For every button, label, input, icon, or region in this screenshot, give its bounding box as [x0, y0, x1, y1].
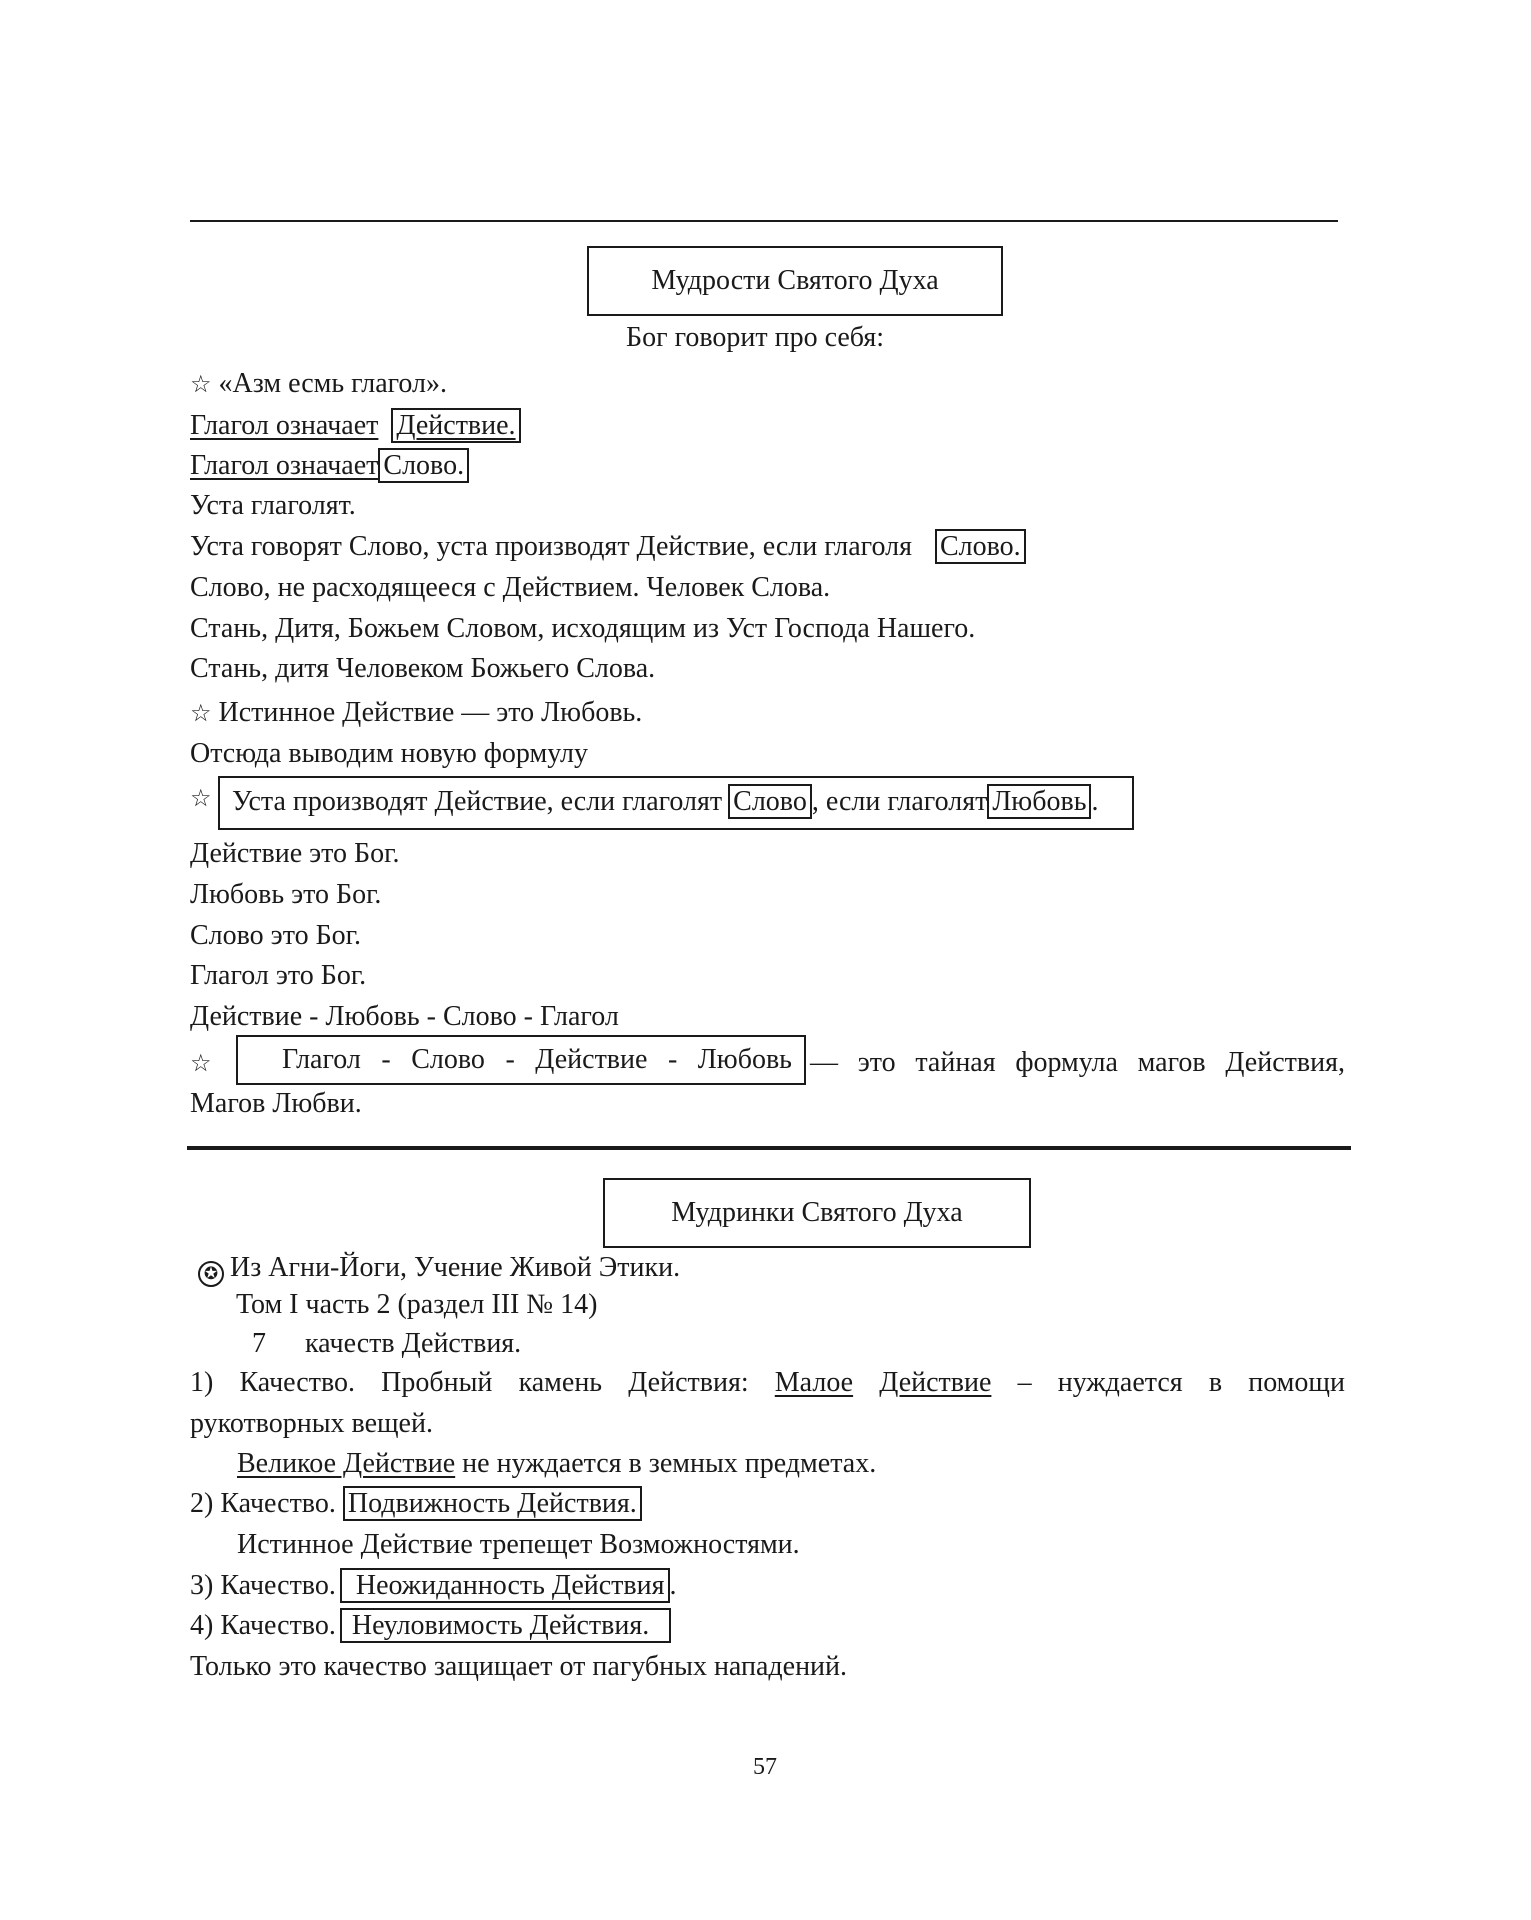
word: нуждается	[1057, 1367, 1183, 1398]
line-8: Стань, дитя Человеком Божьего Слова.	[190, 653, 656, 684]
section-title-box	[603, 1178, 1031, 1248]
word: Действия:	[628, 1367, 749, 1398]
formula-word: Любовь	[697, 1044, 792, 1075]
underlined-text: Глагол означает	[190, 410, 379, 441]
formula-sep: -	[505, 1044, 515, 1075]
word: Действия,	[1225, 1047, 1345, 1078]
line-text: Истинное Действие — это Любовь.	[218, 697, 643, 728]
subtitle: Бог говорит про себя:	[626, 322, 884, 353]
line-q1b: рукотворных вещей.	[190, 1408, 433, 1439]
section-title: Мудрости Святого Духа	[651, 265, 939, 296]
line-2	[190, 409, 521, 443]
line-magi: Магов Любви.	[190, 1088, 362, 1119]
boxed-phrase: Неожиданность Действия	[340, 1568, 670, 1603]
star-icon: ☆	[190, 699, 212, 727]
line-q2c: Истинное Действие трепещет Возможностями.	[237, 1529, 800, 1560]
line-q5: Только это качество защищает от пагубных нападений.	[190, 1651, 848, 1682]
section-title-box	[587, 246, 1003, 316]
formula-text: , если глаголят	[811, 786, 988, 817]
formula-word: Глагол	[282, 1044, 361, 1075]
page-number: 57	[753, 1754, 777, 1780]
boxed-word: Слово.	[935, 529, 1026, 564]
line-5	[190, 530, 1026, 564]
star-icon: ☆	[190, 370, 212, 398]
underlined-word: Малое	[774, 1367, 854, 1398]
formula-word: Слово	[411, 1044, 485, 1075]
line-text: 2) Качество.	[190, 1488, 336, 1519]
line-q1c	[237, 1447, 876, 1481]
line-d4: Глагол это Бог.	[190, 960, 367, 991]
underlined-word: Действие	[879, 1367, 992, 1398]
word: камень	[518, 1367, 603, 1398]
word: магов	[1137, 1047, 1206, 1078]
word: помощи	[1248, 1367, 1345, 1398]
section-divider	[187, 1146, 1351, 1150]
line-1	[190, 367, 447, 401]
quality-2	[190, 1487, 642, 1521]
line-d1: Действие это Бог.	[190, 838, 400, 869]
line-text: Из Агни-Йоги, Учение Живой Этики.	[230, 1252, 681, 1283]
formula-sep: -	[667, 1044, 678, 1075]
boxed-word: Любовь	[987, 784, 1091, 819]
word: в	[1208, 1367, 1223, 1398]
line-d5: Действие - Любовь - Слово - Глагол	[190, 1001, 619, 1032]
word: формула	[1015, 1047, 1118, 1078]
line-text: качеств Действия.	[305, 1328, 522, 1359]
count: 7	[252, 1328, 266, 1359]
boxed-word: Слово	[728, 784, 812, 819]
line-6: Слово, не расходящееся с Действием. Человек Слова.	[190, 572, 831, 603]
secret-formula-box	[236, 1035, 806, 1085]
formula-end: .	[1091, 786, 1099, 817]
boxed-word: Слово.	[378, 448, 469, 483]
line-a3	[252, 1327, 521, 1361]
line-4: Уста глаголят.	[190, 490, 356, 521]
formula-box	[218, 776, 1134, 830]
quality-1	[190, 1366, 1345, 1400]
line-d2: Любовь это Бог.	[190, 879, 382, 910]
line-text: 3) Качество.	[190, 1570, 336, 1601]
line-9	[190, 696, 642, 730]
formula-tail	[810, 1046, 1345, 1080]
line-text: «Азм есмь глагол».	[218, 368, 448, 399]
section-title: Мудринки Святого Духа	[671, 1197, 963, 1228]
line-d3: Слово это Бог.	[190, 920, 361, 951]
underlined-text: Глагол означает	[190, 450, 379, 481]
boxed-phrase: Подвижность Действия.	[343, 1486, 642, 1521]
line-end: .	[669, 1570, 677, 1601]
line-10: Отсюда выводим новую формулу	[190, 738, 588, 769]
formula-word: Действие	[535, 1044, 648, 1075]
dash: –	[1017, 1367, 1032, 1398]
line-text: 4) Качество.	[190, 1610, 336, 1641]
underlined-text: Великое Действие	[237, 1448, 456, 1479]
formula-sep: -	[381, 1044, 391, 1075]
quality-3	[190, 1569, 677, 1603]
boxed-word: Действие.	[391, 408, 520, 443]
quality-4	[190, 1609, 671, 1643]
formula-text: Уста производят Действие, если глаголят	[232, 786, 723, 817]
word: Пробный	[381, 1367, 493, 1398]
line-a1	[198, 1251, 680, 1287]
boxed-phrase: Неуловимость Действия.	[340, 1608, 671, 1643]
word: тайная	[915, 1047, 996, 1078]
star-icon: ☆	[190, 1049, 212, 1077]
line-3	[190, 449, 469, 483]
word: это	[857, 1047, 896, 1078]
dash: —	[810, 1047, 838, 1078]
pentagram-icon: ✪	[198, 1261, 224, 1287]
word: Качество.	[239, 1367, 355, 1398]
line-a2: Том I часть 2 (раздел III № 14)	[236, 1289, 598, 1320]
line-7: Стань, Дитя, Божьем Словом, исходящим из Уст Господа Нашего.	[190, 613, 976, 644]
star-icon: ☆	[190, 784, 212, 812]
word: 1)	[190, 1367, 214, 1398]
line-text: не нуждается в земных предметах.	[455, 1448, 877, 1479]
line-text: Уста говорят Слово, уста производят Действие, если глаголя	[190, 531, 912, 562]
top-rule	[190, 220, 1338, 222]
